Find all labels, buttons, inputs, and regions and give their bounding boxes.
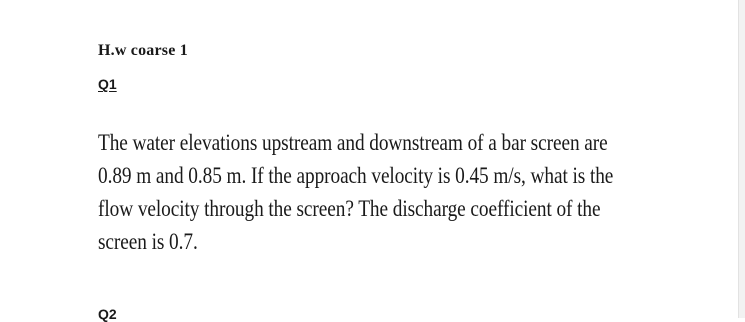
next-question-label: Q2 (98, 306, 117, 322)
page-edge-divider (738, 0, 745, 318)
question-label: Q1 (98, 76, 117, 92)
document-title: H.w coarse 1 (98, 42, 188, 59)
question-text: The water elevations upstream and downstream of a bar screen are 0.89 m and 0.85 m. If the approach velocity is 0.45 m/s, what is the flow velocity through the screen? The discharge coefficient of the screen is 0.7. (98, 130, 614, 254)
